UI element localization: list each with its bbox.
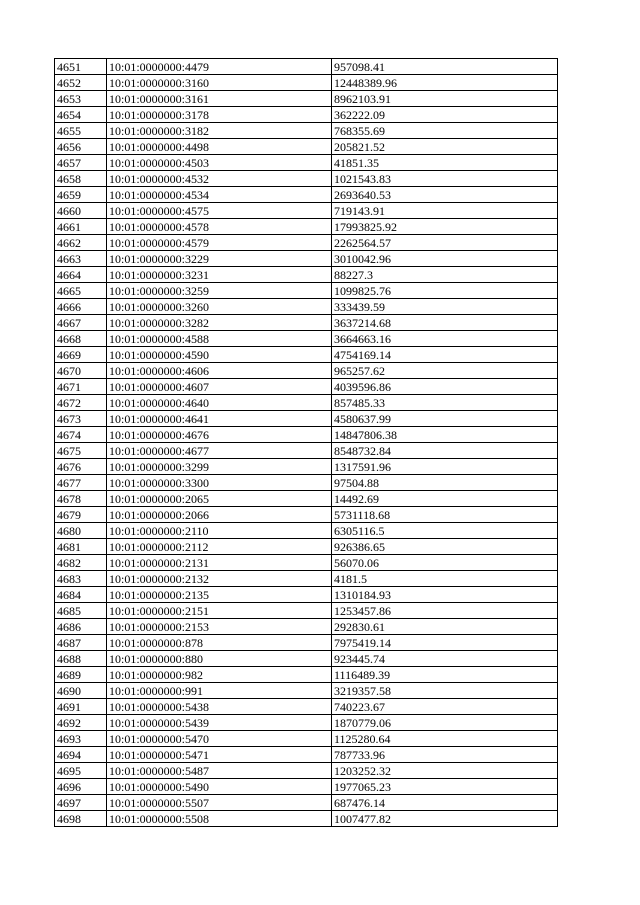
table-row [55, 171, 558, 187]
table-row [55, 315, 558, 331]
row-number-cell: 4676 [55, 459, 107, 475]
row-number-cell: 4692 [55, 715, 107, 731]
table-row [55, 219, 558, 235]
value-cell: 1317591.96 [332, 459, 558, 475]
value-cell: 1007477.82 [332, 811, 558, 827]
row-number-cell: 4668 [55, 331, 107, 347]
value-cell: 362222.09 [332, 107, 558, 123]
value-cell: 926386.65 [332, 539, 558, 555]
value-cell: 719143.91 [332, 203, 558, 219]
cadastral-number-cell: 10:01:0000000:4640 [107, 395, 332, 411]
cadastral-number-cell: 10:01:0000000:2153 [107, 619, 332, 635]
row-number-cell: 4689 [55, 667, 107, 683]
cadastral-number-cell: 10:01:0000000:5508 [107, 811, 332, 827]
table-row [55, 619, 558, 635]
table-row [55, 731, 558, 747]
cadastral-number-cell: 10:01:0000000:2131 [107, 555, 332, 571]
value-cell: 3219357.58 [332, 683, 558, 699]
value-cell: 1099825.76 [332, 283, 558, 299]
table-row [55, 651, 558, 667]
row-number-cell: 4652 [55, 75, 107, 91]
table-row [55, 427, 558, 443]
cadastral-number-cell: 10:01:0000000:4590 [107, 347, 332, 363]
cadastral-number-cell: 10:01:0000000:2066 [107, 507, 332, 523]
value-cell: 4580637.99 [332, 411, 558, 427]
row-number-cell: 4678 [55, 491, 107, 507]
row-number-cell: 4685 [55, 603, 107, 619]
table-row [55, 555, 558, 571]
value-cell: 205821.52 [332, 139, 558, 155]
cadastral-number-cell: 10:01:0000000:3161 [107, 91, 332, 107]
table-row [55, 811, 558, 827]
value-cell: 1203252.32 [332, 763, 558, 779]
table-row [55, 363, 558, 379]
value-cell: 1870779.06 [332, 715, 558, 731]
cadastral-number-cell: 10:01:0000000:4479 [107, 59, 332, 75]
cadastral-number-cell: 10:01:0000000:4641 [107, 411, 332, 427]
cadastral-number-cell: 10:01:0000000:5439 [107, 715, 332, 731]
value-cell: 687476.14 [332, 795, 558, 811]
row-number-cell: 4656 [55, 139, 107, 155]
table-row [55, 795, 558, 811]
cadastral-number-cell: 10:01:0000000:4498 [107, 139, 332, 155]
row-number-cell: 4687 [55, 635, 107, 651]
row-number-cell: 4654 [55, 107, 107, 123]
row-number-cell: 4688 [55, 651, 107, 667]
value-cell: 17993825.92 [332, 219, 558, 235]
row-number-cell: 4674 [55, 427, 107, 443]
value-cell: 768355.69 [332, 123, 558, 139]
cadastral-number-cell: 10:01:0000000:4579 [107, 235, 332, 251]
row-number-cell: 4680 [55, 523, 107, 539]
row-number-cell: 4667 [55, 315, 107, 331]
value-cell: 333439.59 [332, 299, 558, 315]
table-row [55, 91, 558, 107]
table-row [55, 123, 558, 139]
row-number-cell: 4663 [55, 251, 107, 267]
row-number-cell: 4653 [55, 91, 107, 107]
table-body [55, 59, 558, 827]
cadastral-number-cell: 10:01:0000000:2065 [107, 491, 332, 507]
table-row [55, 699, 558, 715]
row-number-cell: 4661 [55, 219, 107, 235]
table-row [55, 75, 558, 91]
value-cell: 3010042.96 [332, 251, 558, 267]
cadastral-number-cell: 10:01:0000000:3178 [107, 107, 332, 123]
cadastral-number-cell: 10:01:0000000:3229 [107, 251, 332, 267]
cadastral-number-cell: 10:01:0000000:3300 [107, 475, 332, 491]
row-number-cell: 4670 [55, 363, 107, 379]
cadastral-number-cell: 10:01:0000000:4578 [107, 219, 332, 235]
value-cell: 3637214.68 [332, 315, 558, 331]
row-number-cell: 4684 [55, 587, 107, 603]
cadastral-number-cell: 10:01:0000000:5490 [107, 779, 332, 795]
table-row [55, 763, 558, 779]
row-number-cell: 4651 [55, 59, 107, 75]
cadastral-number-cell: 10:01:0000000:5471 [107, 747, 332, 763]
cadastral-number-cell: 10:01:0000000:2132 [107, 571, 332, 587]
table-row [55, 635, 558, 651]
table-row [55, 603, 558, 619]
table-row [55, 443, 558, 459]
value-cell: 2693640.53 [332, 187, 558, 203]
table-row [55, 779, 558, 795]
value-cell: 1253457.86 [332, 603, 558, 619]
cadastral-number-cell: 10:01:0000000:5487 [107, 763, 332, 779]
row-number-cell: 4691 [55, 699, 107, 715]
table-row [55, 411, 558, 427]
cadastral-number-cell: 10:01:0000000:5507 [107, 795, 332, 811]
table-row [55, 715, 558, 731]
table-row [55, 459, 558, 475]
row-number-cell: 4679 [55, 507, 107, 523]
cadastral-number-cell: 10:01:0000000:4532 [107, 171, 332, 187]
row-number-cell: 4698 [55, 811, 107, 827]
value-cell: 14847806.38 [332, 427, 558, 443]
value-cell: 1021543.83 [332, 171, 558, 187]
row-number-cell: 4666 [55, 299, 107, 315]
row-number-cell: 4673 [55, 411, 107, 427]
table-row [55, 299, 558, 315]
table-row [55, 203, 558, 219]
cadastral-number-cell: 10:01:0000000:4607 [107, 379, 332, 395]
row-number-cell: 4695 [55, 763, 107, 779]
row-number-cell: 4675 [55, 443, 107, 459]
table-row [55, 571, 558, 587]
cadastral-number-cell: 10:01:0000000:4588 [107, 331, 332, 347]
table-row [55, 747, 558, 763]
cadastral-number-cell: 10:01:0000000:4677 [107, 443, 332, 459]
cadastral-number-cell: 10:01:0000000:3259 [107, 283, 332, 299]
value-cell: 1310184.93 [332, 587, 558, 603]
value-cell: 14492.69 [332, 491, 558, 507]
cadastral-number-cell: 10:01:0000000:4534 [107, 187, 332, 203]
cadastral-number-cell: 10:01:0000000:2135 [107, 587, 332, 603]
cadastral-number-cell: 10:01:0000000:4503 [107, 155, 332, 171]
table-row [55, 475, 558, 491]
value-cell: 56070.06 [332, 555, 558, 571]
row-number-cell: 4681 [55, 539, 107, 555]
table-row [55, 507, 558, 523]
cadastral-number-cell: 10:01:0000000:3160 [107, 75, 332, 91]
value-cell: 8548732.84 [332, 443, 558, 459]
cadastral-number-cell: 10:01:0000000:5470 [107, 731, 332, 747]
value-cell: 5731118.68 [332, 507, 558, 523]
table-row [55, 667, 558, 683]
row-number-cell: 4694 [55, 747, 107, 763]
row-number-cell: 4696 [55, 779, 107, 795]
table-row [55, 107, 558, 123]
cadastral-number-cell: 10:01:0000000:4606 [107, 363, 332, 379]
value-cell: 6305116.5 [332, 523, 558, 539]
row-number-cell: 4671 [55, 379, 107, 395]
cadastral-number-cell: 10:01:0000000:2110 [107, 523, 332, 539]
cadastral-number-cell: 10:01:0000000:3182 [107, 123, 332, 139]
table-row [55, 539, 558, 555]
value-cell: 787733.96 [332, 747, 558, 763]
value-cell: 4181.5 [332, 571, 558, 587]
table-row [55, 251, 558, 267]
cadastral-number-cell: 10:01:0000000:2151 [107, 603, 332, 619]
value-cell: 1116489.39 [332, 667, 558, 683]
row-number-cell: 4677 [55, 475, 107, 491]
row-number-cell: 4657 [55, 155, 107, 171]
cadastral-number-cell: 10:01:0000000:4676 [107, 427, 332, 443]
table-row [55, 379, 558, 395]
row-number-cell: 4662 [55, 235, 107, 251]
row-number-cell: 4697 [55, 795, 107, 811]
cadastral-number-cell: 10:01:0000000:3299 [107, 459, 332, 475]
value-cell: 8962103.91 [332, 91, 558, 107]
data-table [54, 58, 558, 827]
cadastral-number-cell: 10:01:0000000:2112 [107, 539, 332, 555]
value-cell: 3664663.16 [332, 331, 558, 347]
row-number-cell: 4658 [55, 171, 107, 187]
row-number-cell: 4664 [55, 267, 107, 283]
row-number-cell: 4665 [55, 283, 107, 299]
value-cell: 97504.88 [332, 475, 558, 491]
value-cell: 7975419.14 [332, 635, 558, 651]
row-number-cell: 4655 [55, 123, 107, 139]
cadastral-number-cell: 10:01:0000000:4575 [107, 203, 332, 219]
value-cell: 12448389.96 [332, 75, 558, 91]
cadastral-number-cell: 10:01:0000000:3260 [107, 299, 332, 315]
value-cell: 857485.33 [332, 395, 558, 411]
value-cell: 957098.41 [332, 59, 558, 75]
value-cell: 1125280.64 [332, 731, 558, 747]
table-row [55, 395, 558, 411]
table-row [55, 235, 558, 251]
table-row [55, 139, 558, 155]
table-row [55, 523, 558, 539]
value-cell: 965257.62 [332, 363, 558, 379]
row-number-cell: 4690 [55, 683, 107, 699]
table-row [55, 59, 558, 75]
table-row [55, 587, 558, 603]
row-number-cell: 4659 [55, 187, 107, 203]
table-row [55, 155, 558, 171]
value-cell: 41851.35 [332, 155, 558, 171]
cadastral-number-cell: 10:01:0000000:991 [107, 683, 332, 699]
cadastral-number-cell: 10:01:0000000:3282 [107, 315, 332, 331]
value-cell: 1977065.23 [332, 779, 558, 795]
cadastral-number-cell: 10:01:0000000:880 [107, 651, 332, 667]
value-cell: 292830.61 [332, 619, 558, 635]
value-cell: 88227.3 [332, 267, 558, 283]
cadastral-number-cell: 10:01:0000000:5438 [107, 699, 332, 715]
row-number-cell: 4669 [55, 347, 107, 363]
table-row [55, 187, 558, 203]
value-cell: 740223.67 [332, 699, 558, 715]
value-cell: 923445.74 [332, 651, 558, 667]
table-row [55, 683, 558, 699]
cadastral-number-cell: 10:01:0000000:878 [107, 635, 332, 651]
table-row [55, 331, 558, 347]
table-row [55, 267, 558, 283]
row-number-cell: 4660 [55, 203, 107, 219]
row-number-cell: 4682 [55, 555, 107, 571]
cadastral-number-cell: 10:01:0000000:982 [107, 667, 332, 683]
row-number-cell: 4672 [55, 395, 107, 411]
table-row [55, 347, 558, 363]
cadastral-number-cell: 10:01:0000000:3231 [107, 267, 332, 283]
row-number-cell: 4693 [55, 731, 107, 747]
value-cell: 2262564.57 [332, 235, 558, 251]
row-number-cell: 4686 [55, 619, 107, 635]
value-cell: 4754169.14 [332, 347, 558, 363]
row-number-cell: 4683 [55, 571, 107, 587]
value-cell: 4039596.86 [332, 379, 558, 395]
table-row [55, 283, 558, 299]
table-row [55, 491, 558, 507]
